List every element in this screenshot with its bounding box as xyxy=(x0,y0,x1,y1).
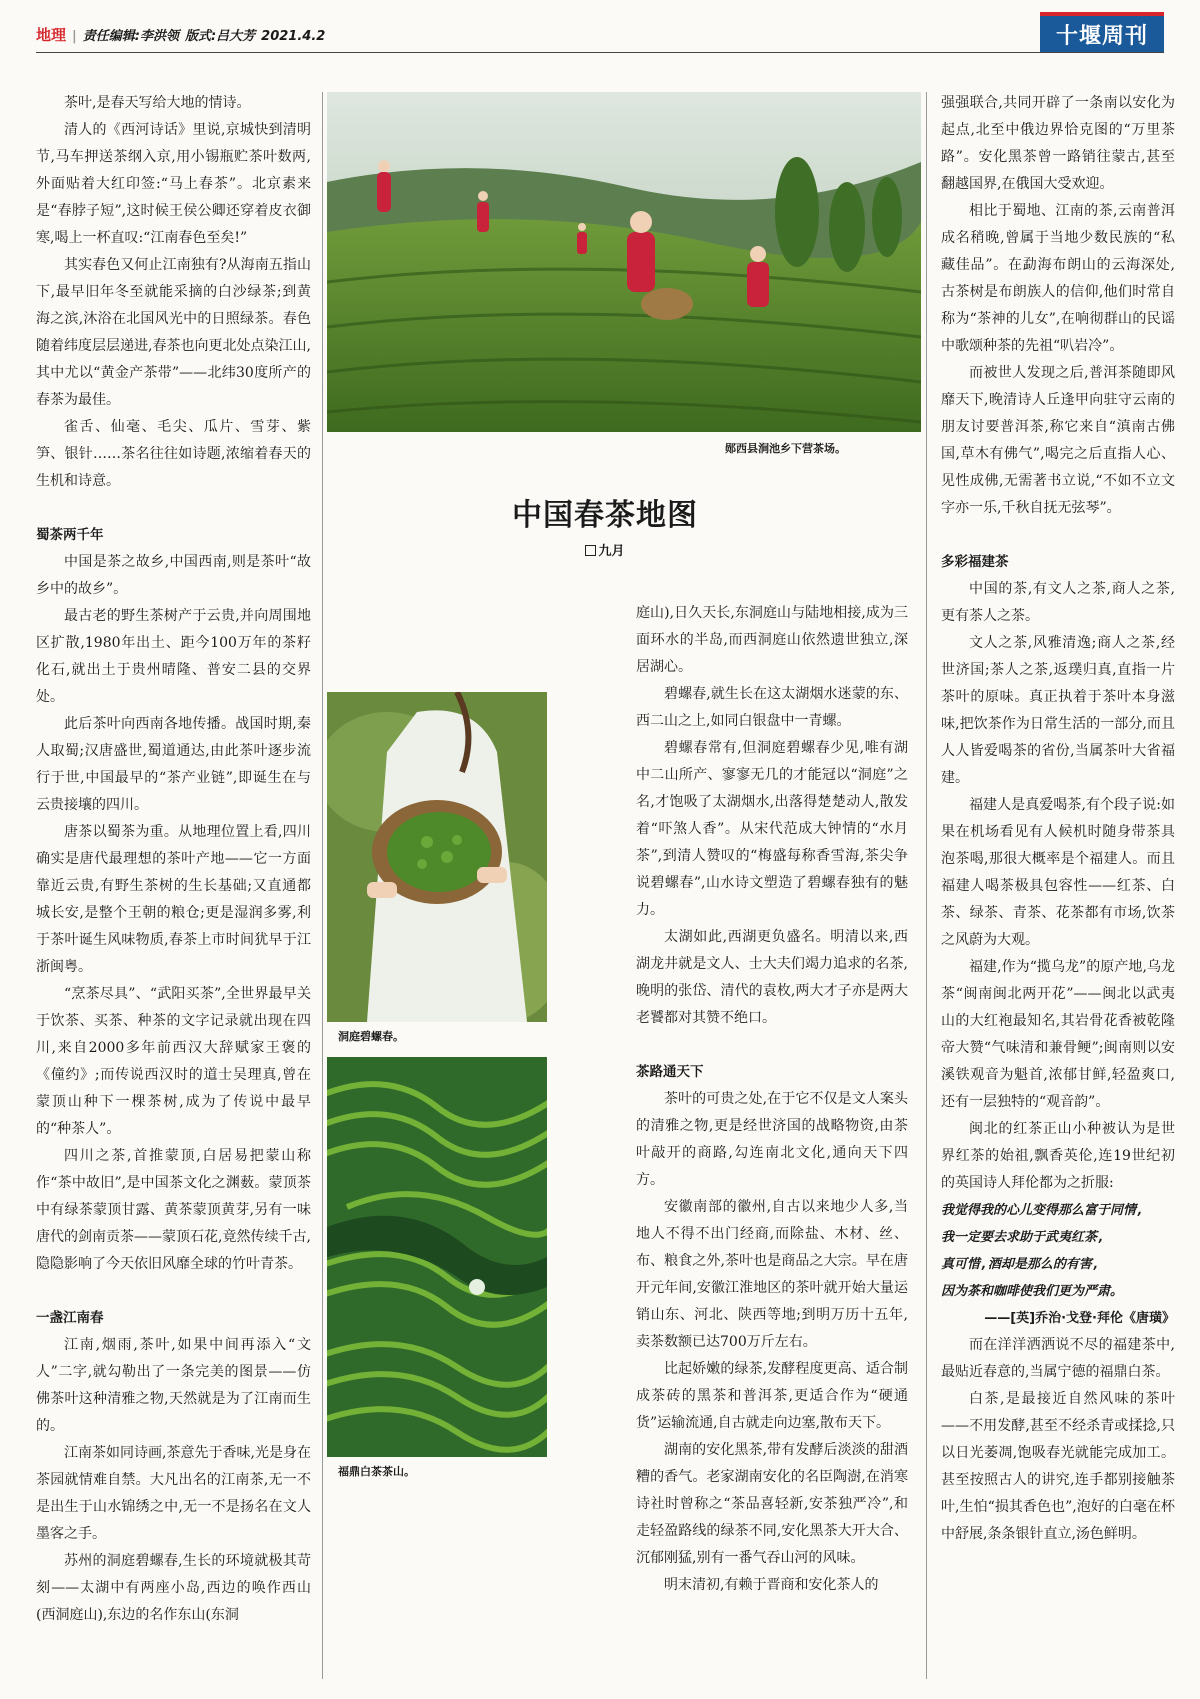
paragraph: 茶叶,是春天写给大地的情诗。 xyxy=(64,95,251,111)
paragraph: 闽北的红茶正山小种被认为是世界红茶的始祖,飘香英伦,连19世纪初的英国诗人拜伦都为之折服: xyxy=(941,1121,1175,1191)
paragraph: 最古老的野生茶树产于云贵,并向周围地区扩散,1980年出土、距今100万年的茶籽化石,就出土于贵州晴隆、普安二县的交界处。 xyxy=(36,608,311,705)
paragraph: “烹茶尽具”、“武阳买茶”,全世界最早关于饮茶、买茶、种茶的文字记录就出现在四川,来自2000多年前西汉大辞赋家王褒的《僮约》;而传说西汉时的道士吴理真,曾在蒙顶山种下一棵茶树,成为了传说中最早的“种茶人”。 xyxy=(36,986,311,1137)
paragraph: 中国是茶之故乡,中国西南,则是茶叶“故乡中的故乡”。 xyxy=(36,554,311,597)
paragraph: 而在洋洋洒洒说不尽的福建茶中,最贴近春意的,当属宁德的福鼎白茶。 xyxy=(941,1337,1175,1380)
paragraph: 而被世人发现之后,普洱茶随即风靡天下,晚清诗人丘逢甲向驻守云南的朋友讨要普洱茶,称它来自“滇南古佛国,草木有佛气”,喝完之后直指人心、见性成佛,无需著书立说,“不如不立文字亦一乐,千秋自抚无弦琴”。 xyxy=(941,365,1175,516)
section-heading: 一盏江南春 xyxy=(36,1310,104,1326)
page-header xyxy=(36,24,325,48)
photo-caption: 福鼎白茶茶山。 xyxy=(338,1465,415,1478)
paragraph: 苏州的洞庭碧螺春,生长的环境就极其苛刻——太湖中有两座小岛,西边的唤作西山(西洞庭山),东边的名作东山(东洞 xyxy=(36,1553,311,1623)
paragraph: 此后茶叶向西南各地传播。战国时期,秦人取蜀;汉唐盛世,蜀道通达,由此茶叶逐步流行于世,中国最早的“茶产业链”,即诞生在与云贵接壤的四川。 xyxy=(36,716,311,813)
header-rule xyxy=(36,52,1164,53)
paragraph: 安徽南部的徽州,自古以来地少人多,当地人不得不出门经商,而除盐、木材、丝、布、粮食之外,茶叶也是商品之大宗。早在唐开元年间,安徽江淮地区的茶叶就开始大量运销山东、河北、陕西等地;到明万历十五年,卖茶数额已达700万斤左右。 xyxy=(636,1199,908,1350)
white-tea-mountain-photo xyxy=(327,1057,547,1457)
issue-date: 2021.4.2 xyxy=(261,29,326,44)
photo-caption: 洞庭碧螺春。 xyxy=(338,1030,404,1043)
paragraph: 福建人是真爱喝茶,有个段子说:如果在机场看见有人候机时随身带茶具泡茶喝,那很大概率是个福建人。而且福建人喝茶极具包容性——红茶、白茶、绿茶、青茶、花茶都有市场,饮茶之风蔚为大观。 xyxy=(941,797,1175,948)
paragraph: 四川之茶,首推蒙顶,白居易把蒙山称作“茶中故旧”,是中国茶文化之渊薮。蒙顶茶中有绿茶蒙顶甘露、黄茶蒙顶黄芽,另有一味唐代的剑南贡茶——蒙顶石花,竟然传续千古,隐隐影响了今天依旧风靡全球的竹叶青茶。 xyxy=(36,1148,311,1272)
column-3 xyxy=(636,600,908,1599)
tea-plantation-photo xyxy=(327,92,921,432)
paragraph: 明末清初,有赖于晋商和安化茶人的 xyxy=(664,1577,879,1593)
poem-line: 我一定要去求助于武夷红茶, xyxy=(941,1230,1105,1245)
paragraph: 比起娇嫩的绿茶,发酵程度更高、适合制成茶砖的黑茶和普洱茶,更适合作为“硬通货”运输流通,自古就走向边塞,散布天下。 xyxy=(636,1361,908,1431)
paragraph: 中国的茶,有文人之茶,商人之茶,更有茶人之茶。 xyxy=(941,581,1175,624)
section-heading: 茶路通天下 xyxy=(636,1064,704,1080)
article-title-block xyxy=(440,490,770,559)
poem-line: 我觉得我的心儿变得那么富于同情, xyxy=(941,1203,1144,1218)
paragraph: 强强联合,共同开辟了一条南以安化为起点,北至中俄边界恰克图的“万里茶路”。安化黑茶曾一路销往蒙古,甚至翻越国界,在俄国大受欢迎。 xyxy=(941,95,1175,192)
paragraph: 江南茶如同诗画,茶意先于香味,光是身在茶园就情难自禁。大凡出名的江南茶,无一不是出生于山水锦绣之中,无一不是扬名在文人墨客之手。 xyxy=(36,1445,311,1542)
paragraph: 碧螺春常有,但洞庭碧螺春少见,唯有湖中二山所产、寥寥无几的才能冠以“洞庭”之名,才饱吸了太湖烟水,出落得楚楚动人,散发着“吓煞人香”。从宋代范成大钟情的“水月茶”,到清人赞叹的“梅盛每称香雪海,茶尖争说碧螺春”,山水诗文塑造了碧螺春独有的魅力。 xyxy=(636,740,908,918)
column-divider xyxy=(926,92,927,1679)
byline-box-icon xyxy=(585,545,596,556)
poem-source: ——[英]乔治·戈登·拜伦《唐璜》 xyxy=(984,1311,1175,1326)
paragraph: 碧螺春,就生长在这太湖烟水迷蒙的东、西二山之上,如同白银盘中一青螺。 xyxy=(636,686,908,729)
poem-line: 真可惜,酒却是那么的有害, xyxy=(941,1257,1100,1272)
paragraph: 江南,烟雨,茶叶,如果中间再添入“文人”二字,就勾勒出了一条完美的图景——仿佛茶叶这种清雅之物,天然就是为了江南而生的。 xyxy=(36,1337,311,1434)
section-heading: 蜀茶两千年 xyxy=(36,527,104,543)
poem-line: 因为茶和咖啡使我们更为严肃。 xyxy=(941,1284,1124,1299)
paragraph: 相比于蜀地、江南的茶,云南普洱成名稍晚,曾属于当地少数民族的“私藏佳品”。在勐海布朗山的云海深处,古茶树是布朗族人的信仰,他们时常自称为“茶神的儿女”,在响彻群山的民谣中歌颂种茶的先祖“叭岩冷”。 xyxy=(941,203,1175,354)
paragraph: 雀舌、仙毫、毛尖、瓜片、雪芽、紫笋、银针……茶名往往如诗题,浓缩着春天的生机和诗意。 xyxy=(36,419,311,489)
paragraph: 太湖如此,西湖更负盛名。明清以来,西湖龙井就是文人、士大夫们竭力追求的名茶,晚明的张岱、清代的袁枚,两大才子亦是两大老饕都对其赞不绝口。 xyxy=(636,929,908,1026)
paragraph: 清人的《西河诗话》里说,京城快到清明节,马车押送茶纲入京,用小锡瓶贮茶叶数两,外面贴着大红印签:“马上春茶”。北京素来是“春脖子短”,这时候王侯公卿还穿着皮衣御寒,喝上一杯直叹:“江南春色至矣!” xyxy=(36,122,311,246)
masthead-logo: 十堰周刊 xyxy=(1040,12,1164,52)
photo-caption: 郧西县涧池乡下营茶场。 xyxy=(725,442,846,455)
paragraph: 文人之茶,风雅清逸;商人之茶,经世济国;茶人之茶,返璞归真,直指一片茶叶的原味。真正执着于茶叶本身滋味,把饮茶作为日常生活的一部分,而且人人皆爱喝茶的省份,当属茶叶大省福建。 xyxy=(941,635,1175,786)
paragraph: 福建,作为“揽乌龙”的原产地,乌龙茶“闽南闽北两开花”——闽北以武夷山的大红袍最知名,其岩骨花香被乾隆帝大赞“气味清和兼骨鲠”;闽南则以安溪铁观音为魁首,浓郁甘鲜,轻盈爽口,还有一层独特的“观音韵”。 xyxy=(941,959,1175,1110)
article-title: 中国春茶地图 xyxy=(512,498,698,533)
paragraph: 庭山),日久天长,东洞庭山与陆地相接,成为三面环水的半岛,而西洞庭山依然遗世独立,深居湖心。 xyxy=(636,605,908,675)
paragraph: 唐茶以蜀茶为重。从地理位置上看,四川确实是唐代最理想的茶叶产地——它一方面靠近云贵,有野生茶树的生长基础;又直通都城长安,是整个王朝的粮仓;更是湿润多雾,利于茶叶诞生风味物质,春茶上市时间犹早于江浙闽粤。 xyxy=(36,824,311,975)
paragraph: 白茶,是最接近自然风味的茶叶——不用发酵,甚至不经杀青或揉捻,只以日光萎凋,饱吸春光就能完成加工。甚至按照古人的讲究,连手都别接触茶叶,生怕“损其香色也”,泡好的白毫在杯中舒展,条条银针直立,汤色鲜明。 xyxy=(941,1391,1175,1542)
paragraph: 茶叶的可贵之处,在于它不仅是文人案头的清雅之物,更是经世济国的战略物资,由茶叶敲开的商路,勾连南北文化,通向天下四方。 xyxy=(636,1091,908,1188)
paragraph: 其实春色又何止江南独有?从海南五指山下,最早旧年冬至就能采摘的白沙绿茶;到黄海之滨,沐浴在北国风光中的日照绿茶。春色随着纬度层层递进,春茶也向更北处点染江山,其中尤以“黄金产茶带”——北纬30度所产的春茶为最佳。 xyxy=(36,257,311,408)
column-1 xyxy=(36,90,311,1629)
column-4 xyxy=(941,90,1175,1548)
section-label: 地理 xyxy=(36,26,67,44)
biluochun-photo xyxy=(327,692,547,1022)
header-divider: | xyxy=(72,29,77,44)
editor-credit: 责任编辑:李洪领 xyxy=(82,29,179,44)
author: 九月 xyxy=(598,544,625,559)
layout-credit: 版式:吕大芳 xyxy=(184,29,256,44)
column-divider xyxy=(322,92,323,1679)
paragraph: 湖南的安化黑茶,带有发酵后淡淡的甜酒糟的香气。老家湖南安化的名臣陶澍,在消寒诗社时曾称之“茶品喜轻新,安茶独严冷”,和走轻盈路线的绿茶不同,安化黑茶大开大合、沉郁刚猛,别有一番气吞山河的风味。 xyxy=(636,1442,908,1566)
section-heading: 多彩福建茶 xyxy=(941,554,1009,570)
byline xyxy=(440,540,770,559)
